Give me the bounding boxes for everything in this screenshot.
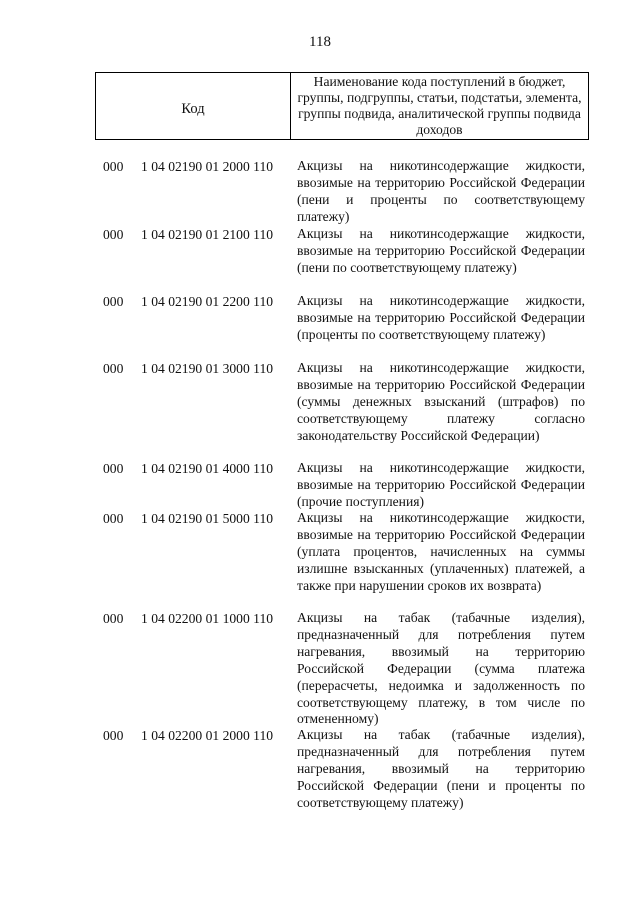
revenue-code: 1 04 02190 01 2200 110 bbox=[141, 294, 274, 309]
revenue-description: Акцизы на никотинсодержащие жидкости, ввозимые на территорию Российской Федерации (проценты по соответствующему платежу) bbox=[297, 293, 585, 342]
page-number: 118 bbox=[309, 34, 331, 50]
admin-code: 000 bbox=[103, 159, 124, 174]
revenue-code: 1 04 02190 01 3000 110 bbox=[141, 361, 274, 376]
revenue-description: Акцизы на табак (табачные изделия), предназначенный для потребления путем нагревания, ввозимый на территорию Российской Федерации (пени и проценты по соответствующему платежу) bbox=[297, 727, 585, 810]
header-name-column: Наименование кода поступлений в бюджет, группы, подгруппы, статьи, подстатьи, элемента, группы подвида, аналитической группы подвида доходов bbox=[297, 74, 582, 137]
header-code-column: Код bbox=[96, 73, 291, 139]
revenue-code: 1 04 02200 01 1000 110 bbox=[141, 611, 274, 626]
revenue-code: 1 04 02200 01 2000 110 bbox=[141, 728, 274, 743]
revenue-code: 1 04 02190 01 2100 110 bbox=[141, 227, 274, 242]
revenue-code: 1 04 02190 01 4000 110 bbox=[141, 461, 274, 476]
revenue-description: Акцизы на никотинсодержащие жидкости, ввозимые на территорию Российской Федерации (суммы денежных взысканий (штрафов) по соответствующему платежу согласно законодательству Российской Федерации) bbox=[297, 360, 585, 443]
admin-code: 000 bbox=[103, 361, 124, 376]
admin-code: 000 bbox=[103, 461, 124, 476]
revenue-description: Акцизы на никотинсодержащие жидкости, ввозимые на территорию Российской Федерации (уплата процентов, начисленных на суммы излишне взысканных (уплаченных) платежей, а также при нарушении сроков их возврата) bbox=[297, 510, 585, 593]
admin-code: 000 bbox=[103, 294, 124, 309]
revenue-description: Акцизы на никотинсодержащие жидкости, ввозимые на территорию Российской Федерации (пени по соответствующему платежу) bbox=[297, 226, 585, 275]
revenue-description: Акцизы на никотинсодержащие жидкости, ввозимые на территорию Российской Федерации (прочие поступления) bbox=[297, 460, 585, 509]
revenue-code: 1 04 02190 01 2000 110 bbox=[141, 159, 274, 174]
revenue-description: Акцизы на никотинсодержащие жидкости, ввозимые на территорию Российской Федерации (пени и проценты по соответствующему платежу) bbox=[297, 158, 585, 224]
table-header bbox=[95, 72, 589, 140]
revenue-description: Акцизы на табак (табачные изделия), предназначенный для потребления путем нагревания, ввозимый на территорию Российской Федерации (сумма платежа (перерасчеты, недоимка и задолженность по соответствующему платежу, в том числе по отмененному) bbox=[297, 610, 585, 727]
admin-code: 000 bbox=[103, 511, 124, 526]
admin-code: 000 bbox=[103, 728, 124, 743]
revenue-code: 1 04 02190 01 5000 110 bbox=[141, 511, 274, 526]
admin-code: 000 bbox=[103, 227, 124, 242]
admin-code: 000 bbox=[103, 611, 124, 626]
